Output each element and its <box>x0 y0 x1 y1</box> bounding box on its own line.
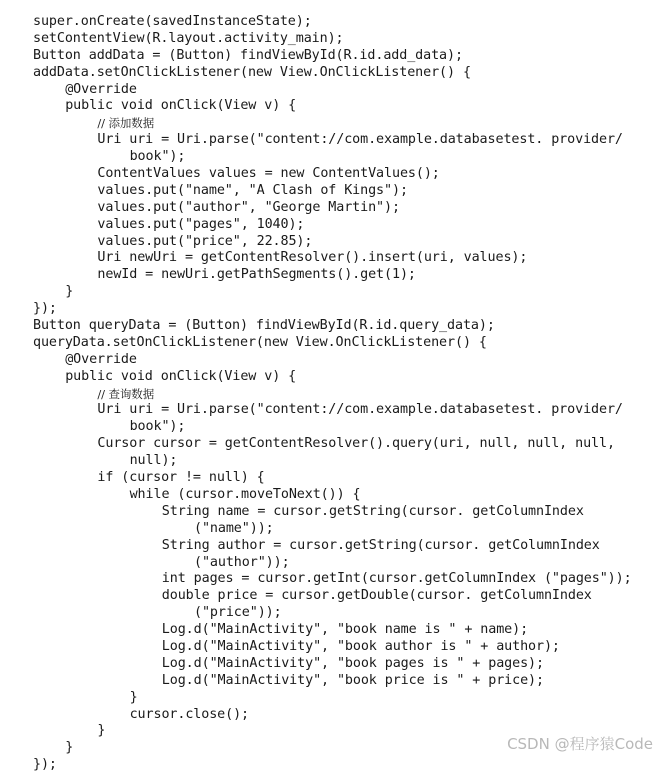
code-line: Uri newUri = getContentResolver().insert(uri, values); <box>97 250 528 266</box>
code-comment: // 添加数据 <box>97 116 155 131</box>
code-line: values.put("name", "A Clash of Kings"); <box>97 182 408 198</box>
code-line: values.put("author", "George Martin"); <box>97 199 400 215</box>
code-line: Button queryData = (Button) findViewById(R.id.query_data); <box>33 318 495 334</box>
code-line: } <box>129 689 138 705</box>
code-listing <box>33 14 632 774</box>
code-line: public void onClick(View v) { <box>65 368 297 384</box>
code-line: public void onClick(View v) { <box>65 98 297 114</box>
code-line: super.onCreate(savedInstanceState); <box>33 14 312 29</box>
code-line: ContentValues values = new ContentValues(); <box>97 166 440 182</box>
code-line: newId = newUri.getPathSegments().get(1); <box>97 267 416 283</box>
code-line: @Override <box>65 351 137 367</box>
code-line: }); <box>33 301 57 317</box>
code-line: Button addData = (Button) findViewById(R.id.add_data); <box>33 47 463 63</box>
code-line: double price = cursor.getDouble(cursor. getColumnIndex <box>161 588 592 604</box>
code-line: while (cursor.moveToNext()) { <box>129 486 361 502</box>
code-line: values.put("price", 22.85); <box>97 233 313 249</box>
code-line: queryData.setOnClickListener(new View.OnClickListener() { <box>33 334 487 350</box>
code-line: ("name")); <box>194 520 274 536</box>
code-line: Cursor cursor = getContentResolver().query(uri, null, null, null, <box>97 436 615 452</box>
code-line: ("price")); <box>194 605 282 621</box>
code-line: Uri uri = Uri.parse("content://com.example.databasetest. provider/ <box>97 132 623 148</box>
code-line: Log.d("MainActivity", "book author is " + author); <box>161 638 560 654</box>
code-line: Log.d("MainActivity", "book price is " + price); <box>161 672 544 688</box>
code-line: } <box>65 740 74 756</box>
code-line: if (cursor != null) { <box>97 470 265 486</box>
code-line: @Override <box>65 81 137 97</box>
code-line: setContentView(R.layout.activity_main); <box>33 30 344 46</box>
code-line: cursor.close(); <box>129 706 250 722</box>
code-line: } <box>97 723 106 739</box>
code-line: String name = cursor.getString(cursor. getColumnIndex <box>161 503 584 519</box>
code-line: values.put("pages", 1040); <box>97 216 305 232</box>
code-line: }); <box>33 757 57 773</box>
code-line: Uri uri = Uri.parse("content://com.example.databasetest. provider/ <box>97 402 623 418</box>
code-line: Log.d("MainActivity", "book name is " + name); <box>161 622 529 638</box>
code-line: null); <box>129 453 178 469</box>
code-line: ("author")); <box>194 554 290 570</box>
code-line: } <box>65 284 74 300</box>
code-line: book"); <box>129 149 186 165</box>
code-comment: // 查询数据 <box>97 386 155 401</box>
code-line: book"); <box>129 419 186 435</box>
code-line: String author = cursor.getString(cursor. getColumnIndex <box>161 537 600 553</box>
csdn-watermark: CSDN @程序猿Code <box>507 735 653 753</box>
code-line: Log.d("MainActivity", "book pages is " + pages); <box>161 655 544 671</box>
code-line: int pages = cursor.getInt(cursor.getColumnIndex ("pages")); <box>161 571 632 587</box>
code-line: addData.setOnClickListener(new View.OnClickListener() { <box>33 64 471 80</box>
